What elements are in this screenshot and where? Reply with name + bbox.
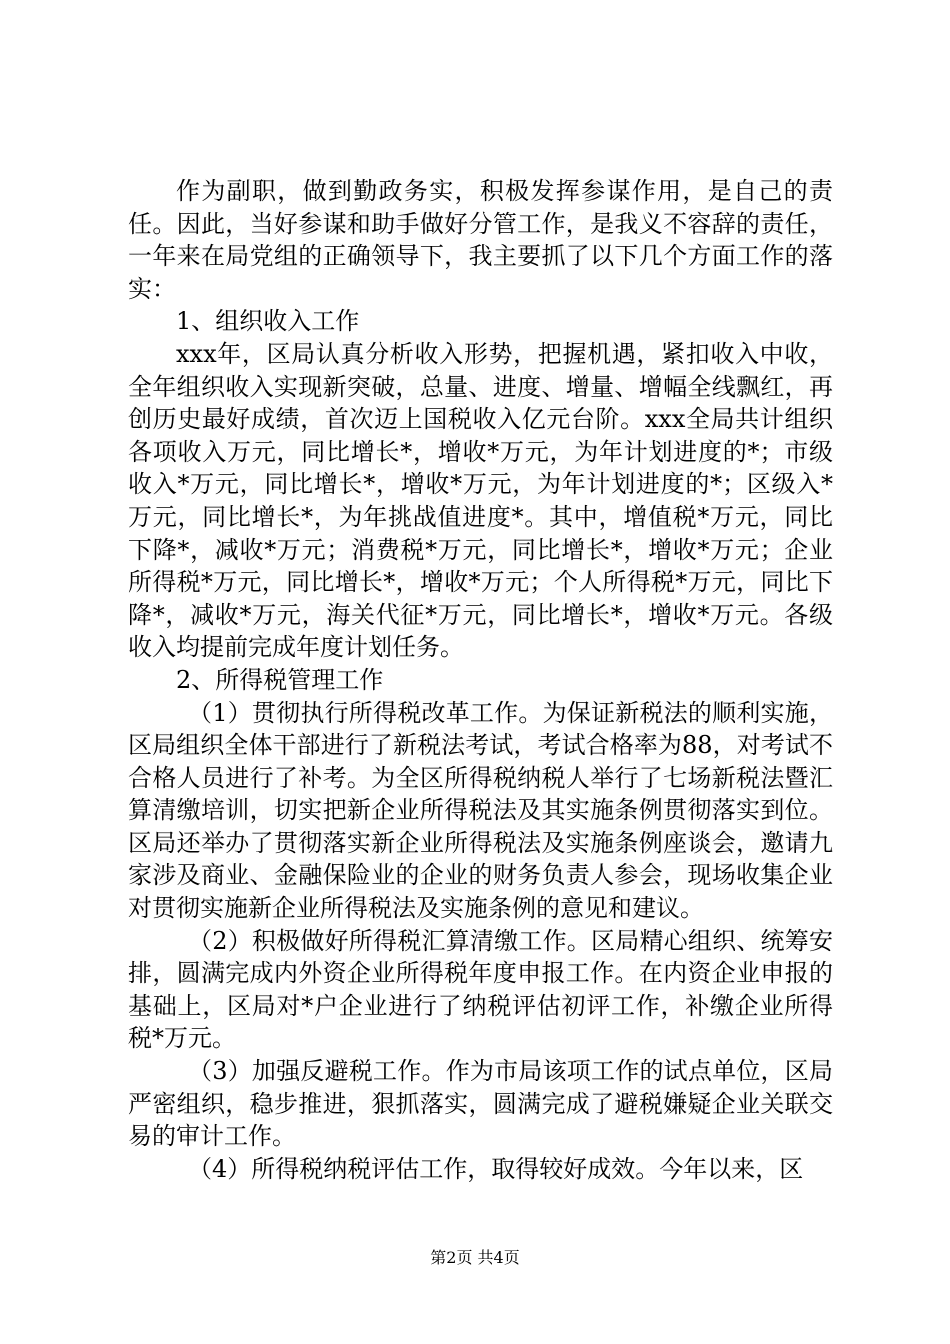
income-tax-paragraph-1: （1）贯彻执行所得税改革工作。为保证新税法的顺利实施，区局组织全体干部进行了新税法考试，考试合格率为88，对考试不合格人员进行了补考。为全区所得税纳税人举行了七场新税法暨汇算清缴培训，切实把新企业所得税法及其实施条例贯彻落实到位。区局还举办了贯彻落实新企业所得税法及实施条例座谈会，邀请九家涉及商业、金融保险业的企业的财务负责人参会，现场收集企业对贯彻实施新企业所得税法及实施条例的意见和建议。 bbox=[128, 698, 833, 923]
section-heading-income-tax: 2、所得税管理工作 bbox=[176, 665, 384, 694]
income-tax-paragraph-2: （2）积极做好所得税汇算清缴工作。区局精心组织、统筹安排，圆满完成内外资企业所得税年度申报工作。在内资企业申报的基础上，区局对*户企业进行了纳税评估初评工作，补缴企业所得税*万元。 bbox=[128, 926, 833, 1053]
income-tax-paragraph-4: （4）所得税纳税评估工作，取得较好成效。今年以来，区 bbox=[188, 1154, 804, 1183]
page-number-footer: 第2页 共4页 bbox=[430, 1248, 520, 1267]
document-body bbox=[128, 175, 833, 1185]
intro-paragraph: 作为副职，做到勤政务实，积极发挥参谋作用，是自己的责任。因此，当好参谋和助手做好分管工作，是我义不容辞的责任，一年来在局党组的正确领导下，我主要抓了以下几个方面工作的落实： bbox=[128, 177, 833, 303]
revenue-paragraph: xxx年，区局认真分析收入形势，把握机遇，紧扣收入中收，全年组织收入实现新突破，总量、进度、增量、增幅全线飘红，再创历史最好成绩，首次迈上国税收入亿元台阶。xxx全局共计组织各项收入万元，同比增长*，增收*万元，为年计划进度的*；市级收入*万元，同比增长*，增收*万元，为年计划进度的*；区级入*万元，同比增长*，为年挑战值进度*。其中，增值税*万元，同比下降*，减收*万元；消费税*万元，同比增长*，增收*万元；企业所得税*万元，同比增长*，增收*万元；个人所得税*万元，同比下降*，减收*万元，海关代征*万元，同比增长*，增收*万元。各级收入均提前完成年度计划任务。 bbox=[128, 339, 833, 662]
section-heading-revenue: 1、组织收入工作 bbox=[176, 307, 360, 336]
income-tax-paragraph-3: （3）加强反避税工作。作为市局该项工作的试点单位，区局严密组织，稳步推进，狠抓落实，圆满完成了避税嫌疑企业关联交易的审计工作。 bbox=[128, 1057, 833, 1151]
